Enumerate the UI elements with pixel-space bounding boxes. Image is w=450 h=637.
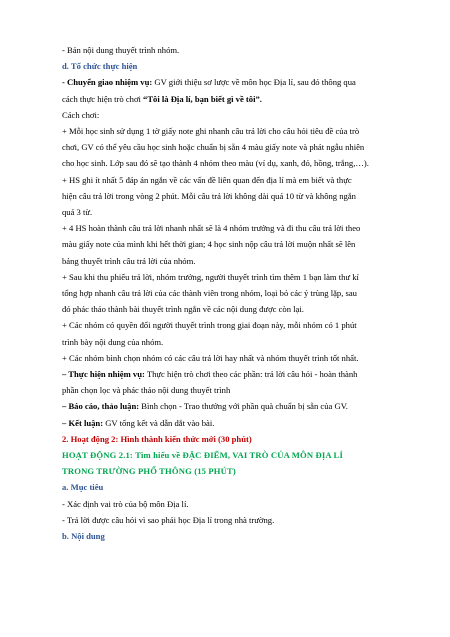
- text-span: GV giới thiệu sơ lược về môn học Địa lí, sau đó thông qua: [152, 77, 356, 88]
- text-line: phần chọn lọc và phác thảo nội dung thuyết trình: [62, 385, 231, 396]
- text-line: [62, 415, 410, 431]
- text-line: - Xác định vai trò của bộ môn Địa lí.: [62, 498, 189, 509]
- text-line: + Các nhóm bình chọn nhóm có các câu trả lời hay nhất và nhóm thuyết trình tốt nhất.: [62, 352, 359, 363]
- bold-label: – Thực hiện nhiệm vụ:: [62, 369, 145, 380]
- text-line: + Mỗi học sinh sử dụng 1 tờ giấy note ghi nhanh câu trả lời cho câu hỏi tiêu đề của trò: [62, 126, 360, 137]
- text-line: [62, 91, 410, 107]
- section-heading: a. Mục tiêu: [62, 482, 104, 493]
- text-span: cách thực hiện trò chơi: [62, 93, 144, 104]
- text-line: [62, 74, 410, 90]
- text-line: - Bản nội dung thuyết trình nhóm.: [62, 45, 180, 55]
- text-span: Thực hiện trò chơi theo các phần: trả lời câu hỏi - hoàn thành: [144, 369, 358, 380]
- text-line: + Sau khi thu phiếu trả lời, nhóm trưởng, người thuyết trình tìm thêm 1 bạn làm thư kí: [62, 271, 359, 282]
- section-heading: b. Nội dung: [62, 531, 105, 542]
- text-line: + HS ghi ít nhất 5 đáp án ngắn về các vấn đề liên quan đến địa lí mà em biết và thực: [62, 174, 352, 185]
- text-line: Cách chơi:: [62, 109, 100, 120]
- text-line: cho học sinh. Lớp sau đó sẽ tạo thành 4 nhóm theo màu (ví dụ, xanh, đỏ, hồng, trắng,…).: [62, 158, 369, 169]
- text-line: bảng thuyết trình câu trả lời của nhóm.: [62, 255, 196, 266]
- text-line: đó phác thảo thành bài thuyết trình ngắn về các nội dung được còn lại.: [62, 304, 304, 315]
- section-heading: d. Tổ chức thực hiện: [62, 61, 138, 72]
- text-line: hiện câu trả lời trong vòng 2 phút. Mỗi câu trả lời không dài quá 10 từ và không ngắn: [62, 190, 356, 201]
- activity-title-line-1: HOẠT ĐỘNG 2.1: Tìm hiểu về ĐẶC ĐIỂM, VAI TRÒ CỦA MÔN ĐỊA LÍ: [62, 450, 343, 461]
- activity-title-line-2: TRONG TRƯỜNG PHỔ THÔNG (15 PHÚT): [62, 466, 236, 477]
- text-line: + 4 HS hoàn thành câu trả lời nhanh nhất sẽ là 4 nhóm trưởng và đi thu câu trả lời theo: [62, 223, 361, 234]
- text-line: chơi, GV có thể yêu cầu học sinh hoặc chuẩn bị sẵn 4 màu giấy note và phát ngẫu nhiên: [62, 142, 365, 153]
- text-line: màu giấy note của mình khi hết thời gian; 4 học sinh nộp câu trả lời muộn nhất sẽ lên: [62, 239, 356, 250]
- text-line: trình bày nội dung của nhóm.: [62, 336, 164, 347]
- bold-label: - Chuyển giao nhiệm vụ:: [62, 77, 153, 88]
- text-span: GV tổng kết và dẫn dắt vào bài.: [103, 417, 215, 428]
- text-line: - Trả lời được câu hỏi vì sao phải học Địa lí trong nhà trường.: [62, 514, 275, 525]
- text-line: [62, 366, 410, 382]
- text-line: quá 3 từ.: [62, 207, 93, 218]
- game-title: “Tôi là Địa lí, bạn biết gì về tôi”.: [143, 93, 262, 104]
- bold-label: – Kết luận:: [62, 417, 104, 428]
- text-line: tổng hợp nhanh câu trả lời của các thành viên trong nhóm, loại bỏ các ý trùng lặp, sau: [62, 288, 357, 299]
- text-line: + Các nhóm có quyền đổi người thuyết trình trong giai đoạn này, mỗi nhóm có 1 phút: [62, 320, 357, 331]
- bold-label: – Báo cáo, thảo luận:: [62, 401, 140, 412]
- activity-heading: 2. Hoạt động 2: Hình thành kiến thức mới (30 phút): [62, 433, 252, 444]
- text-span: Bình chọn - Trao thưởng với phần quà chuẩn bị sẵn của GV.: [139, 401, 348, 412]
- text-line: [62, 398, 410, 414]
